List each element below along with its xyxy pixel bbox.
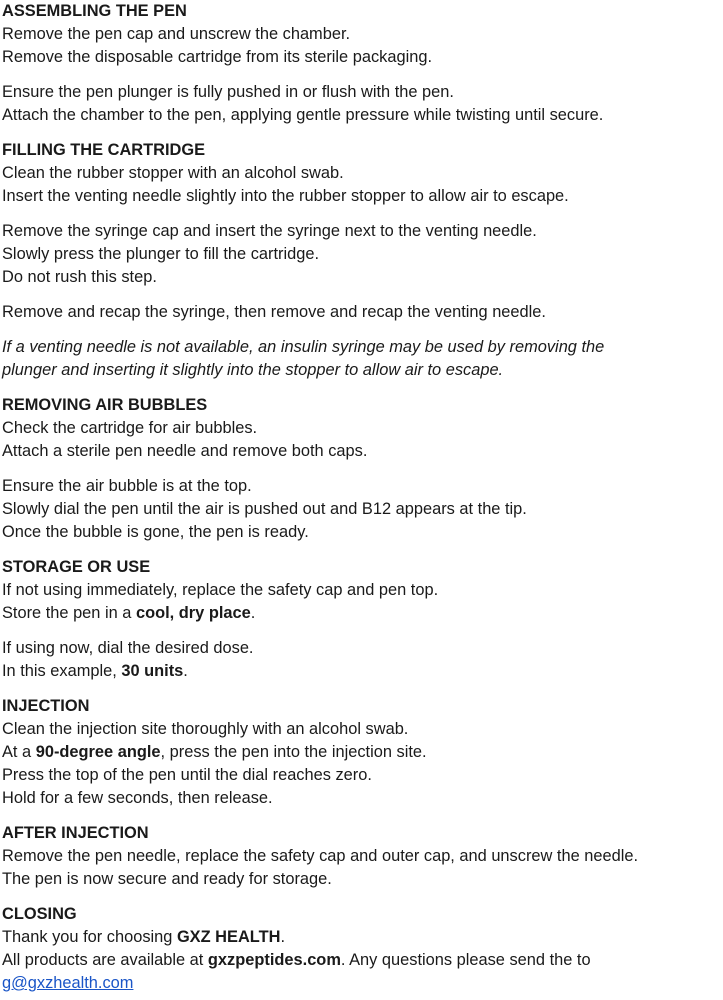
emphasis-cool-dry: cool, dry place [135,604,251,622]
text-line: If using now, dial the desired dose. [2,639,254,657]
section-assembling [2,0,720,127]
instruction-document [2,0,720,995]
text-line: All products are available at gxzpeptides.com. Any questions please send the to [2,951,591,969]
heading-injection: INJECTION [2,697,90,715]
text-line: Ensure the air bubble is at the top. [2,477,252,495]
text-line: Attach the chamber to the pen, applying gentle pressure while twisting until secure. [2,106,604,124]
text-line: Store the pen in a cool, dry place. [2,604,256,622]
text-line: At a 90-degree angle, press the pen into the injection site. [2,743,427,761]
text-line: Remove the syringe cap and insert the syringe next to the venting needle. [2,222,537,240]
text-line: Remove the pen cap and unscrew the chamber. [2,25,351,43]
text-line: Clean the rubber stopper with an alcohol swab. [2,164,344,182]
website-name: gxzpeptides.com [207,951,341,969]
note-line: If a venting needle is not available, an insulin syringe may be used by removing the [2,338,605,356]
text-line: Remove and recap the syringe, then remove and recap the venting needle. [2,303,546,321]
text-line: Do not rush this step. [2,268,157,286]
text-line: Insert the venting needle slightly into the rubber stopper to allow air to escape. [2,187,569,205]
heading-after: AFTER INJECTION [2,824,149,842]
note-line: plunger and inserting it slightly into the stopper to allow air to escape. [2,361,504,379]
text-line: Check the cartridge for air bubbles. [2,419,258,437]
section-closing [2,903,720,995]
text-line: Once the bubble is gone, the pen is ready. [2,523,309,541]
section-storage [2,556,720,683]
heading-filling: FILLING THE CARTRIDGE [2,141,206,159]
emphasis-angle: 90-degree angle [35,743,161,761]
text-line: The pen is now secure and ready for storage. [2,870,332,888]
section-filling [2,139,720,382]
section-after [2,822,720,891]
text-line: Press the top of the pen until the dial reaches zero. [2,766,372,784]
text-line: Remove the pen needle, replace the safety cap and outer cap, and unscrew the needle. [2,847,639,865]
text-line: Slowly press the plunger to fill the cartridge. [2,245,320,263]
text-line: Hold for a few seconds, then release. [2,789,273,807]
text-line: If not using immediately, replace the safety cap and pen top. [2,581,439,599]
heading-assembling: ASSEMBLING THE PEN [2,2,187,20]
text-line: Remove the disposable cartridge from its sterile packaging. [2,48,433,66]
section-bubbles [2,394,720,544]
text-line: Slowly dial the pen until the air is pushed out and B12 appears at the tip. [2,500,527,518]
heading-bubbles: REMOVING AIR BUBBLES [2,396,208,414]
text-line: Attach a sterile pen needle and remove both caps. [2,442,368,460]
heading-closing: CLOSING [2,905,77,923]
heading-storage: STORAGE OR USE [2,558,151,576]
brand-name: GXZ HEALTH [176,928,281,946]
text-line: In this example, 30 units. [2,662,188,680]
text-line: Thank you for choosing GXZ HEALTH. [2,928,285,946]
email-link[interactable]: g@gxzhealth.com [2,974,134,992]
text-line [2,972,720,995]
text-line: Ensure the pen plunger is fully pushed in or flush with the pen. [2,83,454,101]
emphasis-dose: 30 units [121,662,184,680]
section-injection [2,695,720,810]
text-line: Clean the injection site thoroughly with an alcohol swab. [2,720,409,738]
